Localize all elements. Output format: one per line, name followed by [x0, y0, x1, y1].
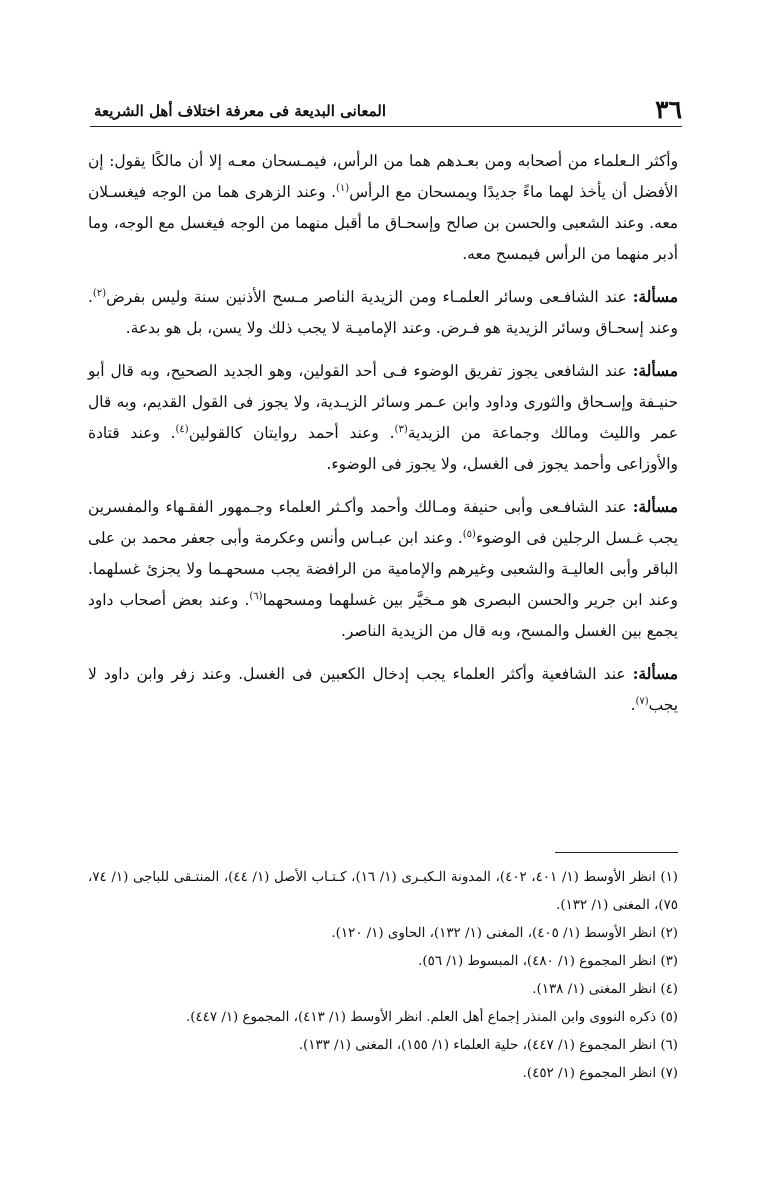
footnote-marker: (٧) [635, 695, 649, 707]
paragraph-text: . وعند بعض أصحاب داود يجمع بين الغسل والمسح، وبه قال من الزيدية الناصر. [88, 591, 678, 640]
paragraph-text: عند الشافـعى وسائر العلمـاء ومن الزيدية الناصر مـسح الأذنين سنة وليس بفرض [106, 288, 633, 306]
footnote-marker: (٢) [92, 287, 107, 299]
paragraph-text: وأكثر الـعلماء من أصحابه ومن بعـدهم هما من الرأس، فيمـسحان معـه إلا أن مالكًا يقول: إن الأفضل أن يأخذ لهما ماءً جديدًا ويمسحان مع الرأس [88, 152, 678, 201]
paragraph-text: . وعند الزهرى هما من الوجه فيغسـلان معه. وعند الشعبى والحسن بن صالح وإسحـاق ما أقبل منهما من الوجه فيغسل مع الوجه، وما أدبر منهما من الرأس فيمسح معه. [88, 183, 678, 263]
footnote: (٣) انظر المجموع (١/ ٤٨٠)، المبسوط (١/ ٥٦). [418, 954, 678, 969]
footnote-marker: (٥) [462, 528, 476, 540]
paragraph-1 [88, 146, 678, 270]
paragraph-text: . وعند قتادة والأوزاعى وأحمد يجوز فى الغسل، ولا يجوز فى الوضوء. [88, 424, 678, 473]
page-header [90, 96, 682, 127]
footnote-marker: (١) [336, 182, 350, 194]
paragraph-text: . وعند أحمد روايتان كالقولين [188, 424, 395, 442]
issue-label: مسألة: [632, 665, 678, 683]
running-title: المعانى البديعة فى معرفة اختلاف أهل الشريعة [94, 102, 387, 120]
footnote-separator [555, 852, 678, 853]
paragraph-2 [88, 276, 678, 344]
footnote-marker: (٤) [175, 423, 189, 435]
footnotes [88, 864, 678, 1088]
page-number: ٣٦ [655, 95, 682, 124]
main-text [88, 146, 678, 721]
footnote: (٧) انظر المجموع (١/ ٤٥٢). [522, 1066, 678, 1081]
footnote: (٢) انظر الأوسط (١/ ٤٠٥)، المغنى (١/ ١٣٢)، الحاوى (١/ ١٢٠). [331, 926, 678, 941]
paragraph-text: عند الشافعى يجوز تفريق الوضوء فـى أحد القولين، وهو الجديد الصحيح، وبه قال أبو حنيـفة وإسـحاق والثورى وداود وابن عـمر وسائر الزيـدية، ولا يجوز فى القول القديم، وبه قال عمر والليث ومالك وجماعة من الزيدية [88, 362, 678, 442]
footnote: (٦) انظر المجموع (١/ ٤٤٧)، حلية العلماء (١/ ١٥٥)، المغنى (١/ ١٣٣). [298, 1038, 678, 1053]
issue-label: مسألة: [632, 498, 678, 516]
footnote-marker: (٣) [394, 423, 408, 435]
footnote-marker: (٦) [249, 590, 263, 602]
footnote: (٥) ذكره النووى وابن المنذر إجماع أهل العلم. انظر الأوسط (١/ ٤١٣)، المجموع (١/ ٤٤٧). [186, 1010, 678, 1025]
paragraph-5 [88, 653, 678, 721]
paragraph-text: . وعند ابن عبـاس وأنس وعكرمة وأبى جعفر محمد بن على الباقر وأبى العاليـة والشعبى وغيرهم والإمامية من الرافضة يجب مسحهـما ولا يجزئ غسلهما. وعند ابن جرير والحسن البصرى هو مـخيَّر بين غسلهما ومسحهما [88, 529, 678, 609]
issue-label: مسألة: [632, 362, 678, 380]
paragraph-3 [88, 350, 678, 480]
paragraph-text: عند الشافـعى وأبى حنيفة ومـالك وأحمد وأكـثر العلماء وجـمهور الفقـهاء والمفسرين يجب غـسل الرجلين فى الوضوء [88, 498, 678, 547]
paragraph-text: . وعند إسحـاق وسائر الزيدية هو فـرض. وعند الإماميـة لا يجب ذلك ولا يسن، بل هو بدعة. [88, 288, 678, 337]
footnote: (١) انظر الأوسط (١/ ٤٠١، ٤٠٢)، المدونة الـكبـرى (١/ ١٦)، كـتـاب الأصل (١/ ٤٤)، المنتـقى للباجى (١/ ٧٤، ٧٥)، المغنى (١/ ١٣٢). [88, 870, 679, 913]
paragraph-text: . [630, 696, 636, 714]
paragraph-text: عند الشافعية وأكثر العلماء يجب إدخال الكعبين فى الغسل. وعند زفر وابن داود لا يجب [88, 665, 678, 714]
issue-label: مسألة: [632, 288, 678, 306]
footnote: (٤) انظر المغنى (١/ ١٣٨). [532, 982, 678, 997]
paragraph-4 [88, 486, 678, 647]
